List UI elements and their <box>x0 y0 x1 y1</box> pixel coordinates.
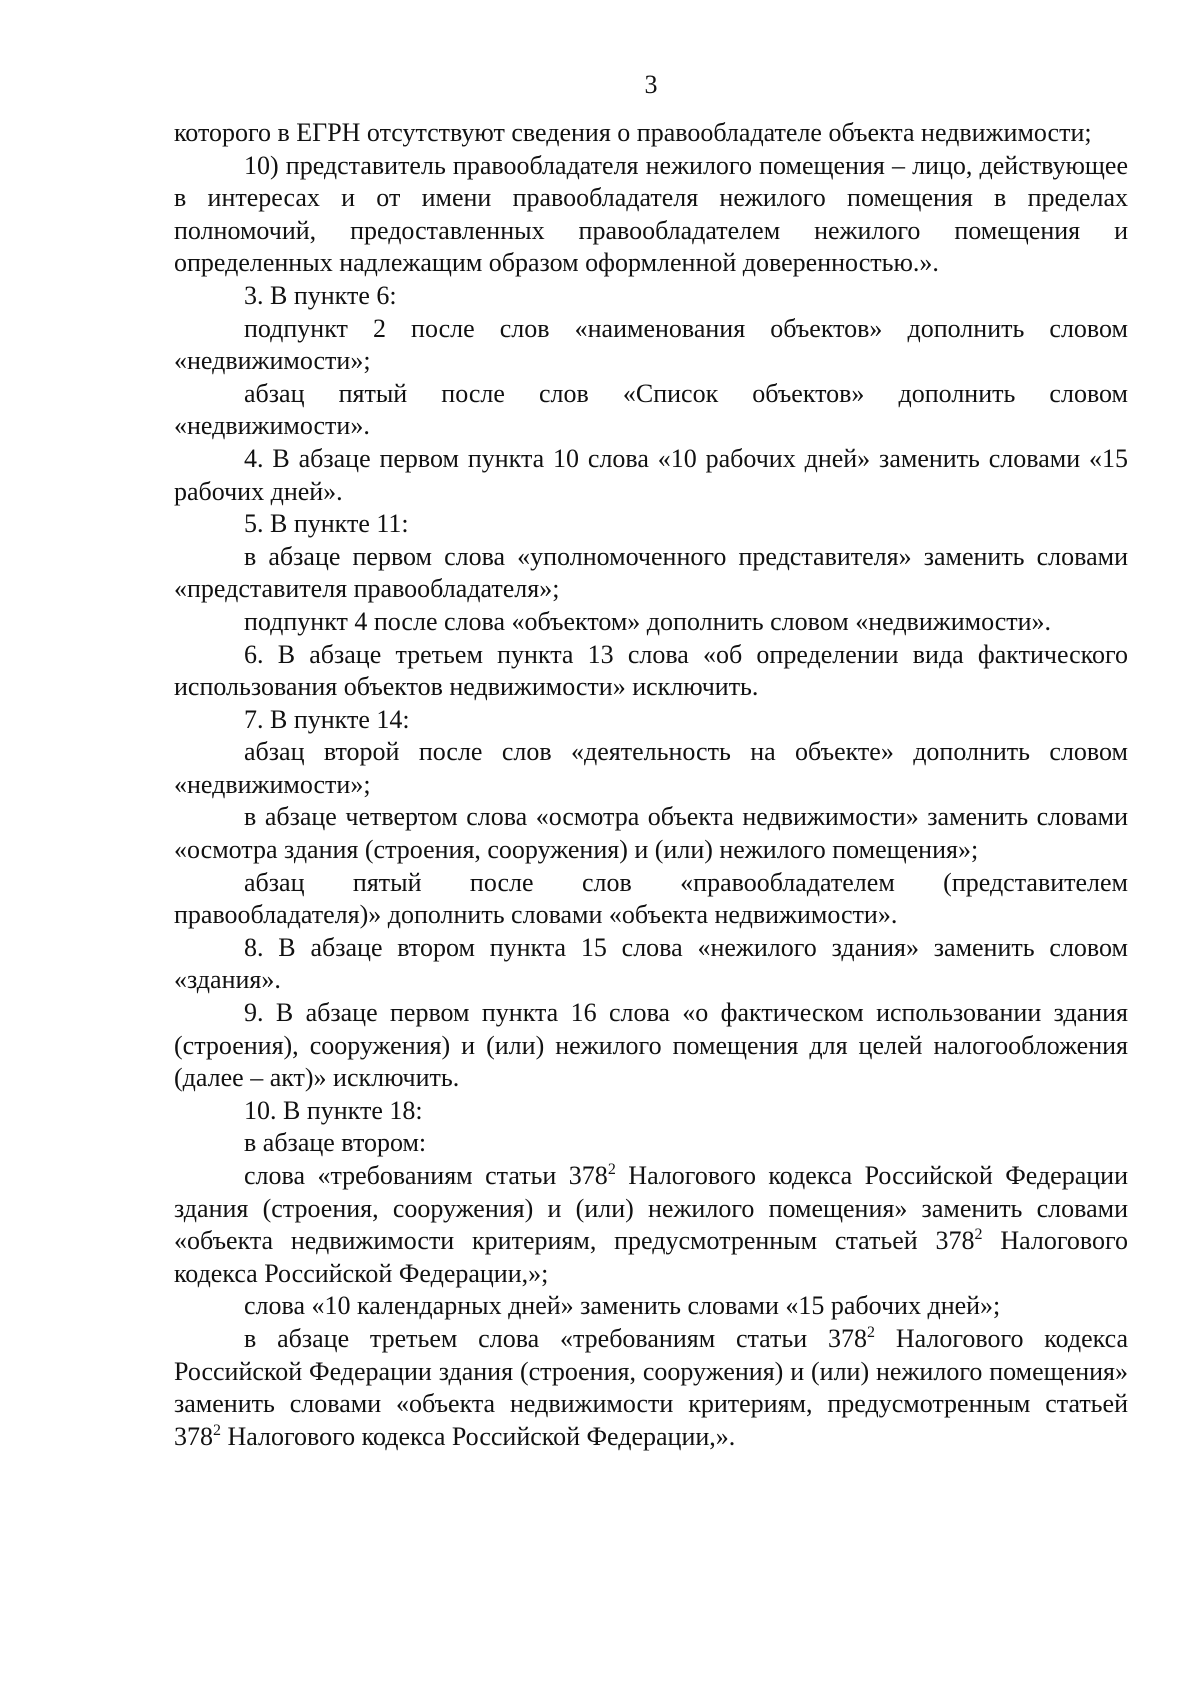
paragraph-p6: 4. В абзаце первом пункта 10 слова «10 рабочих дней» заменить словами «15 рабочих дней». <box>174 443 1128 506</box>
paragraph-p14: абзац пятый после слов «правообладателем (представителем правообладателя)» дополнить словами «объекта недвижимости». <box>174 867 1128 930</box>
paragraph-p3: 3. В пункте 6: <box>244 280 397 310</box>
paragraph-p5: абзац пятый после слов «Список объектов» дополнить словом «недвижимости». <box>174 378 1128 441</box>
paragraph-p11: 7. В пункте 14: <box>244 704 410 734</box>
document-body <box>174 117 1128 1160</box>
paragraph-p20: слова «10 календарных дней» заменить словами «15 рабочих дней»; <box>244 1291 1001 1321</box>
paragraph-p4: подпункт 2 после слов «наименования объектов» дополнить словом «недвижимости»; <box>174 313 1128 376</box>
paragraph-p19 <box>174 1160 1128 1290</box>
p21-text-1: в абзаце третьем слова «требованиям статьи 378 <box>244 1323 867 1353</box>
paragraph-p12: абзац второй после слов «деятельность на объекте» дополнить словом «недвижимости»; <box>174 737 1128 799</box>
page-number: 3 <box>644 70 658 99</box>
paragraph-p10: 6. В абзаце третьем пункта 13 слова «об определении вида фактического использования объектов недвижимости» исключить. <box>174 639 1128 702</box>
paragraph-p17: 10. В пункте 18: <box>244 1095 423 1125</box>
paragraph-p18: в абзаце втором: <box>244 1128 427 1158</box>
p19-text-3: Налогового кодекса Российской Федерации,»; <box>174 1226 1128 1288</box>
p19-superscript-2: 2 <box>974 1226 983 1244</box>
paragraph-p9: подпункт 4 после слова «объектом» дополнить словом «недвижимости». <box>244 606 1052 636</box>
p19-superscript-1: 2 <box>607 1161 616 1178</box>
paragraph-p2: 10) представитель правообладателя нежилого помещения – лицо, действующее в интересах и от имени правообладателя нежилого помещения в пределах полномочий, предоставленных правообладателем нежилого помещения и определенных надлежащим образом оформленной доверенностью.». <box>174 150 1128 278</box>
document-page <box>174 0 1128 1453</box>
p21-superscript-2: 2 <box>213 1421 221 1439</box>
p19-text-2: Налогового кодекса Российской Федерации здания (строения, сооружения) и (или) нежилого помещения» заменить словами «объекта недвижимости критериям, предусмотренным статьей 378 <box>174 1161 1129 1256</box>
paragraph-p16: 9. В абзаце первом пункта 16 слова «о фактическом использовании здания (строения), сооружения) и (или) нежилого помещения для целей налогообложения (далее – акт)» исключить. <box>174 998 1128 1093</box>
p21-superscript-1: 2 <box>867 1323 875 1341</box>
p21-text-3: Налогового кодекса Российской Федерации,». <box>221 1421 736 1451</box>
paragraph-p8: в абзаце первом слова «уполномоченного представителя» заменить словами «представителя правообладателя»; <box>174 541 1128 604</box>
paragraph-p1: которого в ЕГРН отсутствуют сведения о правообладателе объекта недвижимости; <box>174 118 1092 147</box>
p21-text-2: Налогового кодекса Российской Федерации здания (строения, сооружения) и (или) нежилого помещения» заменить словами «объекта недвижимости критериям, предусмотренным статьей 378 <box>174 1323 1128 1451</box>
paragraph-p13: в абзаце четвертом слова «осмотра объекта недвижимости» заменить словами «осмотра здания (строения, сооружения) и (или) нежилого помещения»; <box>174 802 1128 865</box>
paragraph-p21 <box>174 1323 1128 1453</box>
paragraph-p7: 5. В пункте 11: <box>244 509 409 539</box>
p19-text-1: слова «требованиям статьи 378 <box>244 1161 608 1190</box>
paragraph-p15: 8. В абзаце втором пункта 15 слова «нежилого здания» заменить словом «здания». <box>174 932 1128 995</box>
